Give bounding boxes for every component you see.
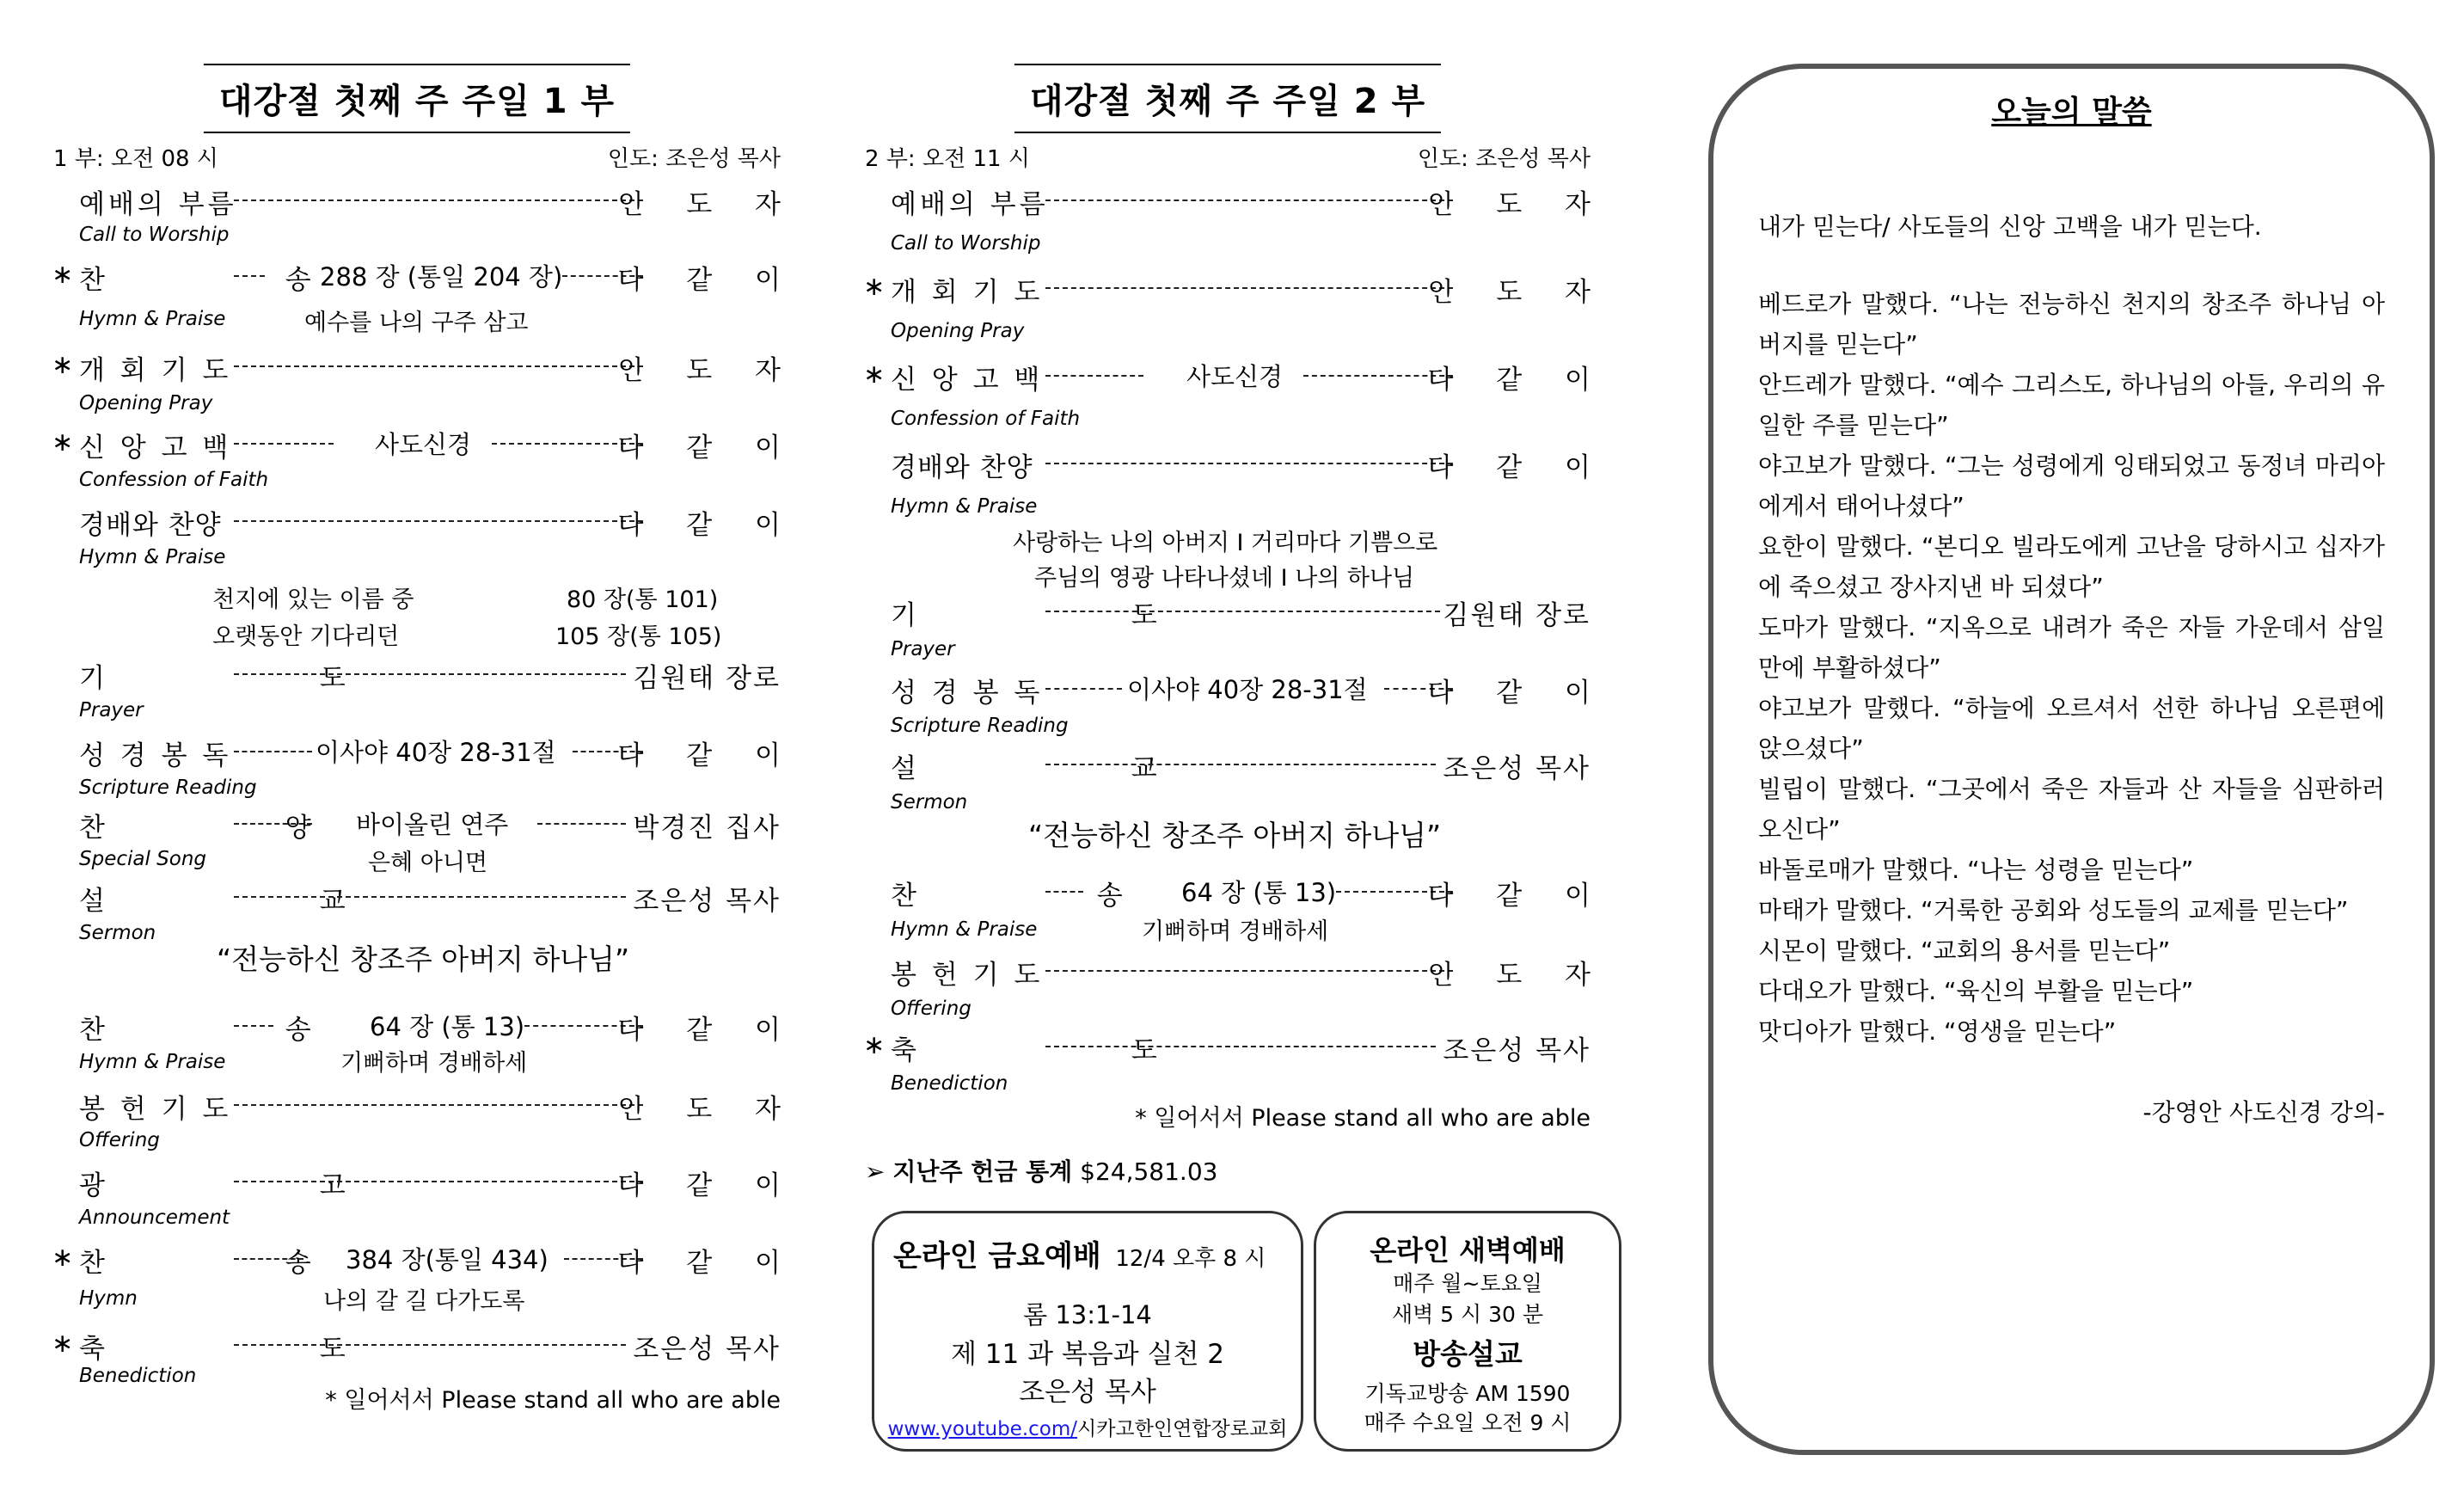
item-label: 축 도 bbox=[79, 1334, 449, 1365]
dawn-time: 새벽 5 시 30 분 bbox=[1391, 1302, 1544, 1327]
item-leader: 조은성 목사 bbox=[1443, 1035, 1591, 1066]
dotted-leader bbox=[1045, 1046, 1436, 1047]
dotted-leader bbox=[234, 1025, 273, 1027]
dotted-leader bbox=[1045, 688, 1122, 690]
item-english: Sermon bbox=[79, 922, 156, 944]
hymn-row bbox=[865, 874, 1608, 912]
creed-line: 마태가 말했다. “거룩한 공회와 성도들의 교제를 믿는다” bbox=[1758, 896, 2349, 924]
item-english: Special Song bbox=[79, 848, 207, 870]
channel-name: 시카고한인연합장로교회 bbox=[1077, 1418, 1288, 1440]
dotted-leader bbox=[234, 896, 626, 898]
friday-link-line bbox=[874, 1413, 1301, 1441]
friday-when: 12/4 오후 8 시 bbox=[1115, 1246, 1266, 1272]
dotted-leader bbox=[234, 1258, 303, 1260]
dawn-service-box bbox=[1314, 1211, 1621, 1452]
creed-line: 다대오가 말했다. “육신의 부활을 믿는다” bbox=[1758, 977, 2194, 1005]
service-2-time: 2 부: 오전 11 시 bbox=[865, 146, 1030, 172]
item-english: Offering bbox=[891, 998, 972, 1020]
scripture-row bbox=[53, 734, 798, 771]
special-title: 은혜 아니면 bbox=[368, 850, 487, 876]
dotted-leader bbox=[234, 520, 643, 522]
item-label: 찬 송 bbox=[891, 881, 1209, 912]
item-english: Opening Pray bbox=[79, 392, 213, 414]
item-english: Hymn & Praise bbox=[79, 308, 226, 330]
dotted-leader bbox=[234, 673, 626, 675]
stand-marker: ∗ bbox=[52, 1329, 74, 1359]
creed-line: 맛디아가 말했다. “영생을 믿는다” bbox=[1758, 1017, 2117, 1046]
scripture-row bbox=[865, 671, 1608, 709]
item-label: 예배의 부름 bbox=[79, 189, 237, 220]
dotted-leader bbox=[1045, 970, 1453, 972]
item-leader: 조은성 목사 bbox=[633, 1334, 781, 1365]
item-english: Hymn & Praise bbox=[79, 1051, 226, 1073]
item-leader: 김원태 장로 bbox=[1443, 600, 1591, 631]
hymn-row bbox=[52, 258, 798, 296]
hymn-row bbox=[52, 1241, 798, 1279]
creed-line: 빌립이 말했다. “그곳에서 죽은 자들과 산 자들을 심판하러 오신다” bbox=[1758, 775, 2385, 844]
offering-stats-label: 지난주 헌금 통계 bbox=[892, 1157, 1073, 1186]
creed-line: 베드로가 말했다. “나는 전능하신 천지의 창조주 하나님 아버지를 믿는다” bbox=[1758, 290, 2385, 359]
stand-marker: ∗ bbox=[52, 427, 74, 457]
item-english: Benediction bbox=[891, 1072, 1008, 1095]
dotted-leader bbox=[1045, 463, 1453, 464]
opening-prayer-row bbox=[52, 348, 798, 386]
dotted-leader bbox=[1045, 891, 1083, 893]
intro-line: 내가 믿는다/ 사도들의 신앙 고백을 내가 믿는다. bbox=[1758, 212, 2262, 241]
friday-service-box bbox=[872, 1211, 1303, 1452]
hymn-number: 384 장(통일 434) bbox=[346, 1245, 549, 1274]
item-label: 찬 송 bbox=[79, 1015, 397, 1046]
creed-row bbox=[52, 426, 798, 464]
song-title: 오랫동안 기다리던 bbox=[212, 623, 400, 650]
worship-row bbox=[865, 445, 1608, 483]
item-leader: 김원태 장로 bbox=[633, 663, 781, 694]
item-english: Scripture Reading bbox=[79, 777, 257, 799]
friday-speaker: 조은성 목사 bbox=[1019, 1377, 1156, 1408]
item-english: Prayer bbox=[891, 638, 955, 660]
scripture-text: 이사야 40장 28-31절 bbox=[316, 738, 556, 767]
item-leader: 인 도 자 bbox=[1427, 189, 1608, 220]
sermon-title: “전능하신 창조주 아버지 하나님” bbox=[1028, 819, 1442, 852]
item-label: 경배와 찬양 bbox=[891, 452, 1033, 483]
item-label: 예배의 부름 bbox=[891, 189, 1049, 220]
hymn-number: 64 장 (통 13) bbox=[1181, 878, 1337, 907]
item-leader: 인 도 자 bbox=[617, 189, 798, 220]
item-english: Scripture Reading bbox=[891, 715, 1069, 737]
hymn-number: 64 장 (통 13) bbox=[370, 1012, 525, 1041]
creed-line: 도마가 말했다. “지옥으로 내려가 죽은 자들 가운데서 삼일 만에 부활하셨다” bbox=[1758, 613, 2385, 682]
item-label: 축 도 bbox=[891, 1035, 1260, 1066]
creed-line: 야고보가 말했다. “하늘에 오르셔서 선한 하나님 오른편에 앉으셨다” bbox=[1758, 694, 2385, 763]
dotted-leader bbox=[234, 443, 334, 445]
radio-title: 방송설교 bbox=[1413, 1337, 1523, 1371]
stand-note: * 일어서서 Please stand all who are able bbox=[325, 1387, 781, 1414]
item-english: Call to Worship bbox=[891, 232, 1041, 255]
dotted-leader bbox=[1045, 200, 1453, 201]
item-label: 설 교 bbox=[891, 753, 1260, 784]
dotted-leader bbox=[1045, 764, 1436, 765]
hymn-row bbox=[53, 1008, 798, 1046]
item-leader: 다 같 이 bbox=[617, 265, 798, 296]
dawn-days: 매주 월~토요일 bbox=[1393, 1271, 1542, 1296]
item-english: Announcement bbox=[79, 1206, 230, 1229]
song-number: 105 장(통 105) bbox=[555, 623, 722, 650]
prayer-row bbox=[865, 593, 1591, 631]
item-label: 신 앙 고 백 bbox=[891, 365, 1044, 396]
service-2-leader: 인도: 조은성 목사 bbox=[1417, 146, 1591, 172]
song-title: 천지에 있는 이름 중 bbox=[212, 586, 414, 613]
dotted-leader bbox=[234, 1104, 643, 1106]
item-english: Sermon bbox=[891, 791, 968, 813]
item-english: Offering bbox=[79, 1129, 160, 1151]
stand-marker: ∗ bbox=[52, 1243, 74, 1273]
item-leader: 인 도 자 bbox=[1427, 277, 1608, 308]
item-label: 신 앙 고 백 bbox=[79, 433, 232, 464]
song-line: 사랑하는 나의 아버지 I 거리마다 기쁨으로 bbox=[1013, 530, 1438, 556]
todays-word-panel bbox=[1708, 64, 2435, 1455]
item-label: 찬 양 bbox=[79, 813, 397, 844]
sermon-row bbox=[865, 746, 1591, 784]
service-2-title: 대강절 첫째 주 주일 2 부 bbox=[1014, 64, 1441, 133]
item-leader: 인 도 자 bbox=[617, 1094, 798, 1125]
item-label: 기 도 bbox=[891, 600, 1260, 631]
item-label: 성 경 봉 독 bbox=[891, 678, 1044, 709]
hymn-title: 기뻐하며 경배하세 bbox=[340, 1050, 528, 1077]
item-english: Hymn & Praise bbox=[891, 918, 1038, 941]
special-song-row bbox=[53, 806, 781, 844]
item-label: 기 도 bbox=[79, 663, 449, 694]
item-label: 설 교 bbox=[79, 886, 449, 917]
creed-line: 안드레가 말했다. “예수 그리스도, 하나님의 아들, 우리의 유일한 주를 믿는다” bbox=[1758, 371, 2385, 439]
announcement-row bbox=[53, 1163, 798, 1201]
dotted-leader bbox=[234, 365, 643, 367]
scripture-text: 이사야 40장 28-31절 bbox=[1127, 675, 1368, 704]
item-leader: 다 같 이 bbox=[1427, 365, 1608, 396]
benediction-row bbox=[863, 1028, 1591, 1066]
dotted-leader bbox=[234, 200, 643, 201]
stand-marker: ∗ bbox=[52, 350, 74, 380]
worship-row bbox=[53, 503, 798, 541]
item-label: 개 회 기 도 bbox=[891, 277, 1044, 308]
special-text: 바이올린 연주 bbox=[356, 810, 509, 839]
dotted-leader bbox=[234, 275, 265, 277]
item-leader: 다 같 이 bbox=[1427, 452, 1608, 483]
item-label: 찬 송 bbox=[79, 1248, 397, 1279]
item-leader: 조은성 목사 bbox=[1443, 753, 1591, 784]
item-leader: 다 같 이 bbox=[617, 1248, 798, 1279]
stand-marker: ∗ bbox=[863, 359, 886, 390]
item-leader: 다 같 이 bbox=[1427, 881, 1608, 912]
item-label: 찬 송 bbox=[79, 265, 397, 296]
item-leader: 다 같 이 bbox=[617, 433, 798, 464]
item-leader: 조은성 목사 bbox=[633, 886, 781, 917]
service-2-header bbox=[865, 141, 1591, 173]
friday-title: 온라인 금요예배 bbox=[893, 1239, 1101, 1274]
dotted-leader bbox=[234, 1181, 643, 1182]
item-label: 봉 헌 기 도 bbox=[79, 1094, 232, 1125]
item-english: Hymn bbox=[79, 1287, 138, 1310]
dotted-leader bbox=[234, 751, 312, 752]
item-leader: 인 도 자 bbox=[1427, 960, 1608, 991]
friday-lesson: 제 11 과 복음과 실천 2 bbox=[950, 1339, 1225, 1370]
service-1-title: 대강절 첫째 주 주일 1 부 bbox=[204, 64, 630, 133]
sermon-row bbox=[53, 879, 781, 917]
item-english: Hymn & Praise bbox=[79, 546, 226, 568]
source-line: -강영안 사도신경 강의- bbox=[2142, 1098, 2385, 1127]
stand-marker: ∗ bbox=[863, 272, 886, 302]
creed-row bbox=[863, 358, 1608, 396]
service-1-time: 1 부: 오전 08 시 bbox=[53, 146, 218, 172]
song-line: 주님의 영광 나타나셨네 I 나의 하나님 bbox=[1034, 565, 1415, 592]
item-leader: 다 같 이 bbox=[617, 1170, 798, 1201]
sermon-title: “전능하신 창조주 아버지 하나님” bbox=[217, 942, 630, 976]
service-1-leader: 인도: 조은성 목사 bbox=[607, 146, 781, 172]
radio-station: 기독교방송 AM 1590 bbox=[1364, 1381, 1571, 1406]
item-english: Hymn & Praise bbox=[891, 495, 1038, 518]
creed-lines bbox=[1758, 284, 2385, 1052]
offering-row bbox=[53, 1087, 798, 1125]
hymn-title: 기뻐하며 경배하세 bbox=[1142, 918, 1329, 945]
dotted-leader bbox=[234, 1344, 626, 1346]
item-leader: 다 같 이 bbox=[617, 740, 798, 771]
benediction-row bbox=[52, 1327, 781, 1365]
item-label: 개 회 기 도 bbox=[79, 355, 232, 386]
creed-line: 바돌로매가 말했다. “나는 성령을 믿는다” bbox=[1758, 856, 2194, 884]
prayer-row bbox=[53, 656, 781, 694]
dotted-leader bbox=[1045, 375, 1143, 377]
stand-marker: ∗ bbox=[52, 260, 74, 290]
item-english: Benediction bbox=[79, 1365, 197, 1387]
creed-text: 사도신경 bbox=[1186, 362, 1284, 391]
item-label: 봉 헌 기 도 bbox=[891, 960, 1044, 991]
item-english: Prayer bbox=[79, 699, 144, 721]
stand-note: * 일어서서 Please stand all who are able bbox=[1135, 1105, 1591, 1132]
item-label: 성 경 봉 독 bbox=[79, 740, 232, 771]
hymn-title: 예수를 나의 구주 삼고 bbox=[304, 310, 529, 336]
dotted-leader bbox=[234, 823, 312, 825]
dotted-leader bbox=[537, 823, 626, 825]
youtube-link[interactable]: www.youtube.com/ bbox=[887, 1418, 1077, 1440]
item-leader: 다 같 이 bbox=[1427, 678, 1608, 709]
item-english: Confession of Faith bbox=[79, 469, 269, 491]
creed-line: 시몬이 말했다. “교회의 용서를 믿는다” bbox=[1758, 936, 2171, 965]
item-leader: 인 도 자 bbox=[617, 355, 798, 386]
item-label: 광 고 bbox=[79, 1170, 449, 1201]
offering-row bbox=[865, 953, 1608, 991]
todays-word-title: 오늘의 말씀 bbox=[1991, 95, 2152, 130]
hymn-number: 288 장 (통일 204 장) bbox=[320, 262, 563, 292]
opening-prayer-row bbox=[863, 270, 1608, 308]
radio-time: 매주 수요일 오전 9 시 bbox=[1364, 1410, 1572, 1435]
item-leader: 박경진 집사 bbox=[633, 813, 781, 844]
item-english: Opening Pray bbox=[891, 320, 1025, 342]
dotted-leader bbox=[1045, 287, 1453, 289]
arrow-icon: ➢ bbox=[865, 1157, 886, 1186]
call-to-worship-row bbox=[865, 182, 1608, 220]
call-to-worship-row bbox=[53, 182, 798, 220]
song-number: 80 장(통 101) bbox=[567, 586, 719, 613]
creed-line: 야고보가 말했다. “그는 성령에게 잉태되었고 동정녀 마리아에게서 태어나셨다” bbox=[1758, 451, 2385, 520]
dawn-title: 온라인 새벽예배 bbox=[1370, 1234, 1566, 1267]
friday-passage: 롬 13:1-14 bbox=[1023, 1300, 1152, 1329]
stand-marker: ∗ bbox=[863, 1030, 886, 1060]
item-leader: 다 같 이 bbox=[617, 1015, 798, 1046]
item-label: 경배와 찬양 bbox=[79, 510, 222, 541]
creed-text: 사도신경 bbox=[375, 430, 472, 459]
dotted-leader bbox=[1045, 611, 1440, 612]
creed-line: 요한이 말했다. “본디오 빌라도에게 고난을 당하시고 십자가에 죽으셨고 장사지낸 바 되셨다” bbox=[1758, 532, 2385, 601]
item-english: Confession of Faith bbox=[891, 408, 1081, 430]
item-english: Call to Worship bbox=[79, 224, 230, 246]
offering-stats-amount: $24,581.03 bbox=[1080, 1157, 1218, 1186]
hymn-title: 나의 갈 길 다가도록 bbox=[323, 1288, 525, 1315]
item-leader: 다 같 이 bbox=[617, 510, 798, 541]
service-1-header bbox=[53, 141, 781, 173]
offering-stats bbox=[865, 1153, 1217, 1188]
